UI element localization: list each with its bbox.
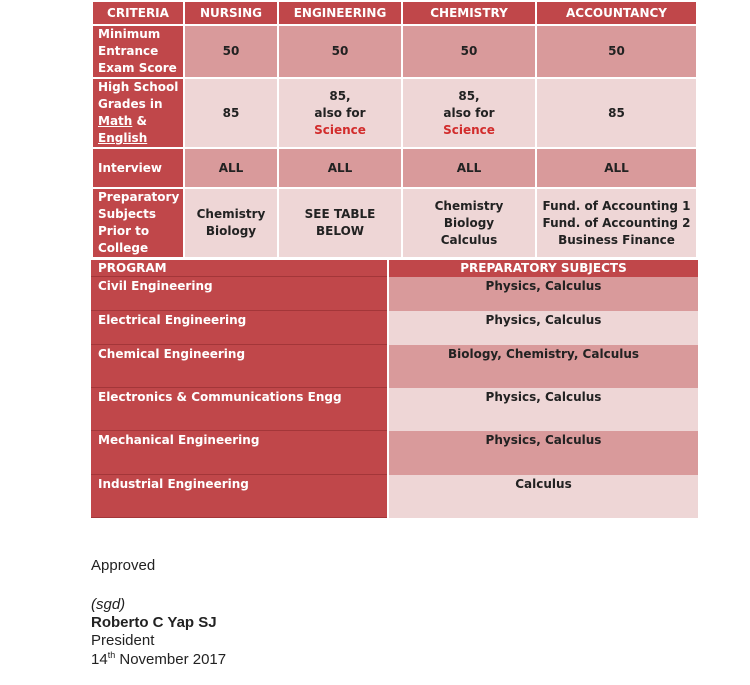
header-criteria: CRITERIA	[93, 2, 183, 24]
cell-accountancy	[537, 189, 696, 257]
criteria-header-row	[93, 2, 696, 24]
program-row	[91, 431, 698, 475]
cell-chemistry	[403, 79, 535, 147]
cell-line: Biology	[443, 215, 495, 230]
program-subjects: Physics, Calculus	[388, 311, 698, 345]
row-interview	[93, 149, 696, 187]
cell-line: also for	[443, 105, 495, 120]
cell-nursing	[185, 189, 277, 257]
signatory-name: Roberto C Yap SJ	[91, 614, 217, 631]
criteria-label: Interview	[93, 149, 183, 187]
criteria-label	[93, 79, 183, 147]
cell-chemistry: ALL	[403, 149, 535, 187]
cell-engineering: 50	[279, 26, 401, 77]
program-row	[91, 388, 698, 431]
label-math: Math	[98, 114, 133, 128]
cell-line: 85,	[458, 88, 480, 103]
row-entrance-exam	[93, 26, 696, 77]
program-subjects: Calculus	[388, 475, 698, 518]
header-engineering: ENGINEERING	[279, 2, 401, 24]
program-subjects: Biology, Chemistry, Calculus	[388, 345, 698, 388]
header-preparatory-subjects: PREPARATORY SUBJECTS	[388, 260, 698, 277]
cell-line: 85,	[329, 88, 351, 103]
cell-line-science: Science	[314, 122, 366, 137]
cell-line: Chemistry	[196, 207, 266, 221]
cell-nursing: 50	[185, 26, 277, 77]
cell-line: Business Finance	[558, 232, 675, 247]
label-part: &	[132, 114, 147, 128]
row-hs-grades	[93, 79, 696, 147]
cell-line: Chemistry	[434, 198, 504, 213]
program-row	[91, 277, 698, 311]
program-name: Electronics & Communications Engg	[91, 388, 388, 431]
cell-accountancy: ALL	[537, 149, 696, 187]
cell-line: Fund. of Accounting 1	[542, 198, 691, 213]
cell-line-science: Science	[443, 122, 495, 137]
approval-date	[91, 650, 226, 668]
program-name: Chemical Engineering	[91, 345, 388, 388]
row-preparatory	[93, 189, 696, 257]
date-rest: November 2017	[115, 651, 227, 668]
cell-accountancy: 50	[537, 26, 696, 77]
cell-engineering: ALL	[279, 149, 401, 187]
header-program: PROGRAM	[91, 260, 388, 277]
program-subjects: Physics, Calculus	[388, 431, 698, 475]
program-table	[91, 260, 698, 518]
program-row	[91, 475, 698, 518]
cell-nursing: 85	[185, 79, 277, 147]
header-accountancy: ACCOUNTANCY	[537, 2, 696, 24]
date-day: 14	[91, 651, 108, 668]
label-english: English	[98, 131, 148, 145]
program-name: Industrial Engineering	[91, 475, 388, 518]
program-name: Electrical Engineering	[91, 311, 388, 345]
label-part: High School Grades in	[98, 80, 179, 111]
program-name: Mechanical Engineering	[91, 431, 388, 475]
program-row	[91, 345, 698, 388]
program-header-row	[91, 260, 698, 277]
program-name: Civil Engineering	[91, 277, 388, 311]
cell-line: Calculus	[440, 232, 498, 247]
sgd-label: (sgd)	[91, 596, 126, 613]
cell-line: Biology	[205, 224, 257, 238]
cell-engineering: SEE TABLE BELOW	[279, 189, 401, 257]
criteria-label: Minimum Entrance Exam Score	[93, 26, 183, 77]
cell-nursing: ALL	[185, 149, 277, 187]
header-chemistry: CHEMISTRY	[403, 2, 535, 24]
program-subjects: Physics, Calculus	[388, 388, 698, 431]
cell-line: Fund. of Accounting 2	[542, 215, 691, 230]
cell-chemistry: 50	[403, 26, 535, 77]
program-row	[91, 311, 698, 345]
date-suffix: th	[107, 650, 116, 660]
cell-line: also for	[314, 105, 366, 120]
criteria-label: Preparatory Subjects Prior to College	[93, 189, 183, 257]
signatory-title: President	[91, 632, 155, 649]
cell-engineering	[279, 79, 401, 147]
cell-chemistry	[403, 189, 535, 257]
cell-accountancy: 85	[537, 79, 696, 147]
program-subjects: Physics, Calculus	[388, 277, 698, 311]
approved-label: Approved	[91, 557, 156, 574]
header-nursing: NURSING	[185, 2, 277, 24]
criteria-table	[91, 0, 698, 259]
